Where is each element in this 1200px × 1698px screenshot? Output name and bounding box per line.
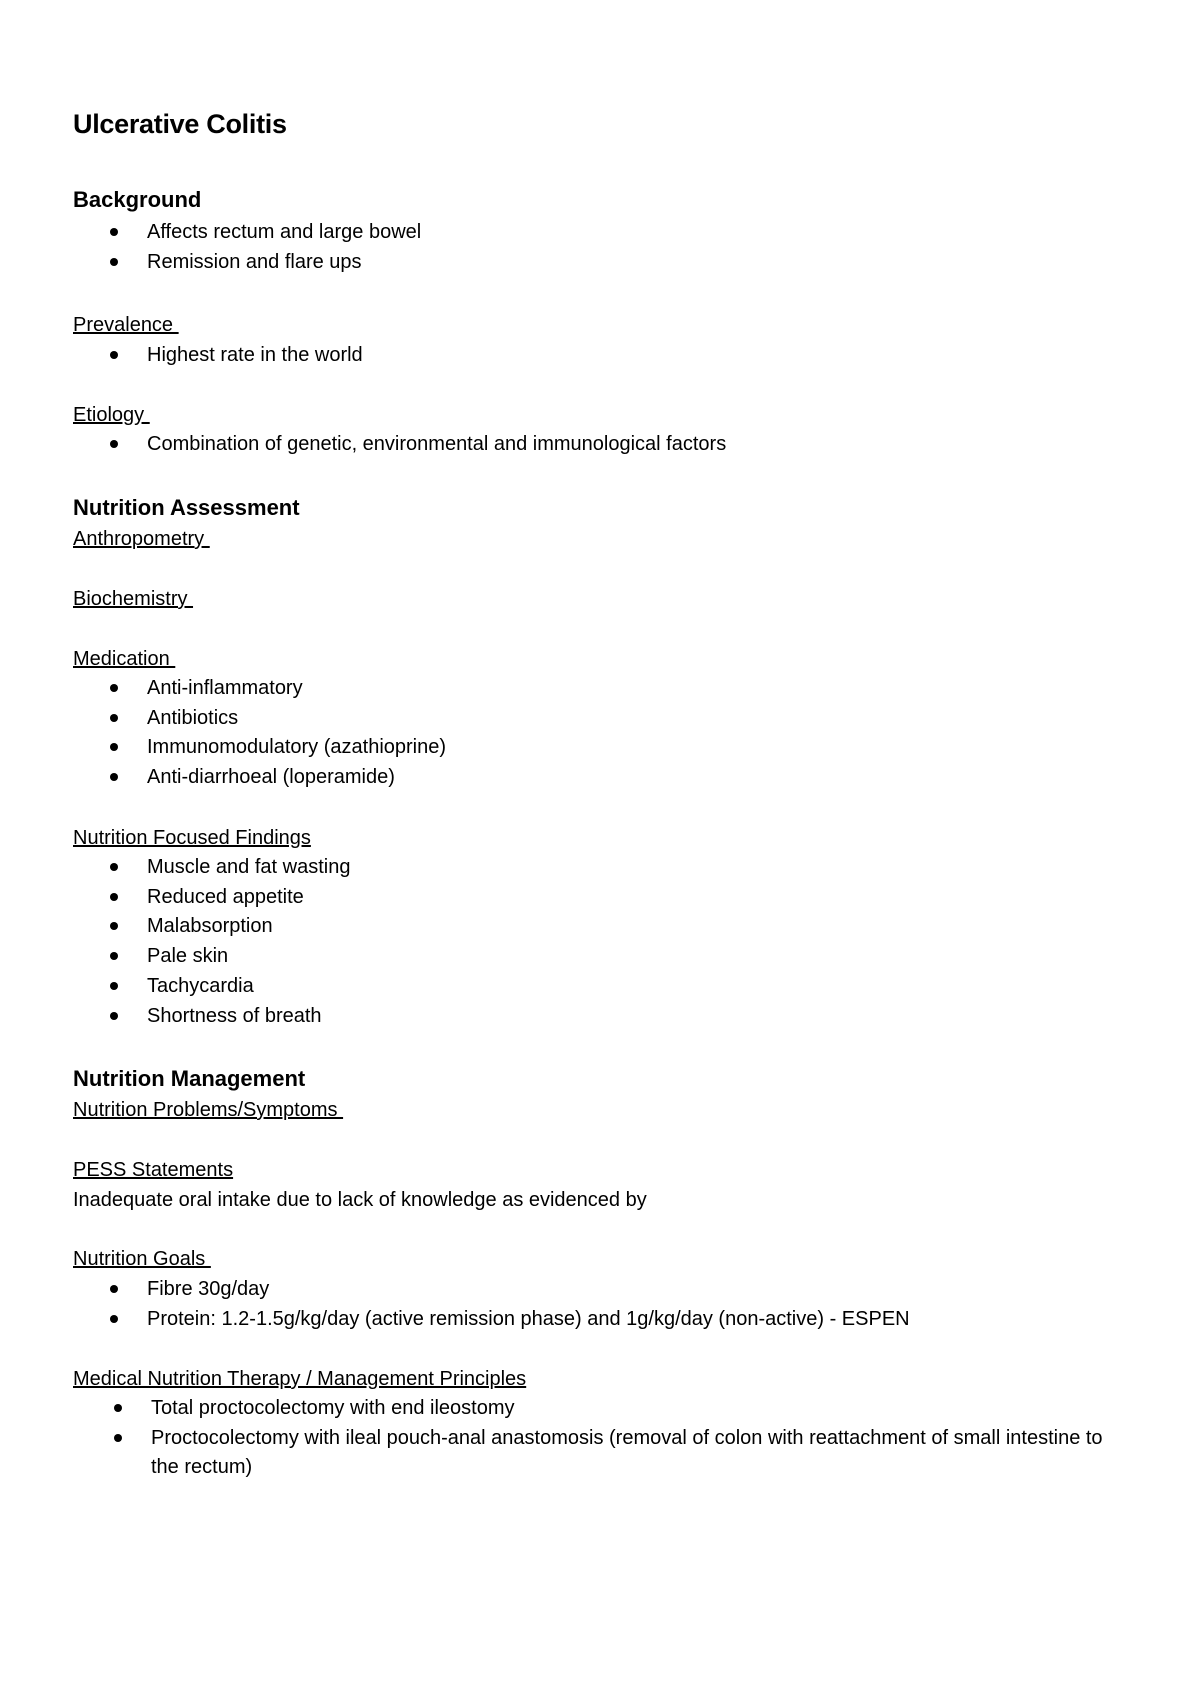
bullet-icon [110, 952, 118, 960]
bullet-icon [110, 743, 118, 751]
pess-heading: PESS Statements [73, 1159, 234, 1181]
bullet-icon [110, 922, 118, 930]
background-list [0, 218, 1107, 277]
anthropometry-heading: Anthropometry [73, 528, 210, 550]
bullet-icon [110, 228, 118, 236]
bullet-icon [110, 982, 118, 990]
nutrition-management-heading: Nutrition Management [73, 1066, 306, 1091]
list-item: Pale skin [0, 942, 1107, 972]
list-item: Affects rectum and large bowel [0, 218, 1107, 248]
list-item: Combination of genetic, environmental and immunological factors [0, 430, 1107, 460]
bullet-icon [110, 1012, 118, 1020]
list-item: Reduced appetite [0, 883, 1107, 913]
bullet-icon [110, 893, 118, 901]
medication-list [0, 674, 1107, 793]
list-item: Proctocolectomy with ileal pouch-anal anastomosis (removal of colon with reattachment of small intestine to the rectum) [0, 1424, 1111, 1483]
list-item: Tachycardia [0, 972, 1107, 1002]
focused-findings-list [0, 853, 1107, 1031]
list-item: Shortness of breath [0, 1002, 1107, 1032]
etiology-heading: Etiology [73, 404, 150, 426]
focused-findings-heading: Nutrition Focused Findings [73, 827, 311, 849]
nutrition-goals-heading: Nutrition Goals [73, 1248, 211, 1270]
page-title: Ulcerative Colitis [73, 109, 287, 139]
etiology-list [0, 430, 1107, 460]
list-item: Malabsorption [0, 912, 1107, 942]
background-heading: Background [73, 187, 202, 212]
list-item: Highest rate in the world [0, 341, 1107, 371]
bullet-icon [110, 351, 118, 359]
bullet-icon [110, 1285, 118, 1293]
list-item: Immunomodulatory (azathioprine) [0, 733, 1107, 763]
list-item: Remission and flare ups [0, 248, 1107, 278]
nutrition-assessment-heading: Nutrition Assessment [73, 495, 300, 520]
pess-statement: Inadequate oral intake due to lack of knowledge as evidenced by [73, 1189, 647, 1211]
prevalence-list [0, 341, 1107, 371]
bullet-icon [110, 1315, 118, 1323]
list-item: Fibre 30g/day [0, 1275, 1107, 1305]
bullet-icon [110, 863, 118, 871]
bullet-icon [114, 1404, 122, 1412]
nutrition-goals-list [0, 1275, 1107, 1334]
prevalence-heading: Prevalence [73, 314, 179, 336]
list-item: Muscle and fat wasting [0, 853, 1107, 883]
bullet-icon [114, 1434, 122, 1442]
mnt-list [0, 1394, 1111, 1483]
bullet-icon [110, 258, 118, 266]
bullet-icon [110, 773, 118, 781]
nutrition-problems-heading: Nutrition Problems/Symptoms [73, 1099, 344, 1121]
list-item: Anti-inflammatory [0, 674, 1107, 704]
bullet-icon [110, 714, 118, 722]
list-item: Protein: 1.2-1.5g/kg/day (active remission phase) and 1g/kg/day (non-active) - ESPEN [0, 1305, 1107, 1335]
list-item: Total proctocolectomy with end ileostomy [0, 1394, 1111, 1424]
medication-heading: Medication [73, 648, 176, 670]
bullet-icon [110, 684, 118, 692]
mnt-heading: Medical Nutrition Therapy / Management Principles [73, 1368, 527, 1390]
list-item: Antibiotics [0, 704, 1107, 734]
list-item: Anti-diarrhoeal (loperamide) [0, 763, 1107, 793]
bullet-icon [110, 440, 118, 448]
biochemistry-heading: Biochemistry [73, 588, 194, 610]
